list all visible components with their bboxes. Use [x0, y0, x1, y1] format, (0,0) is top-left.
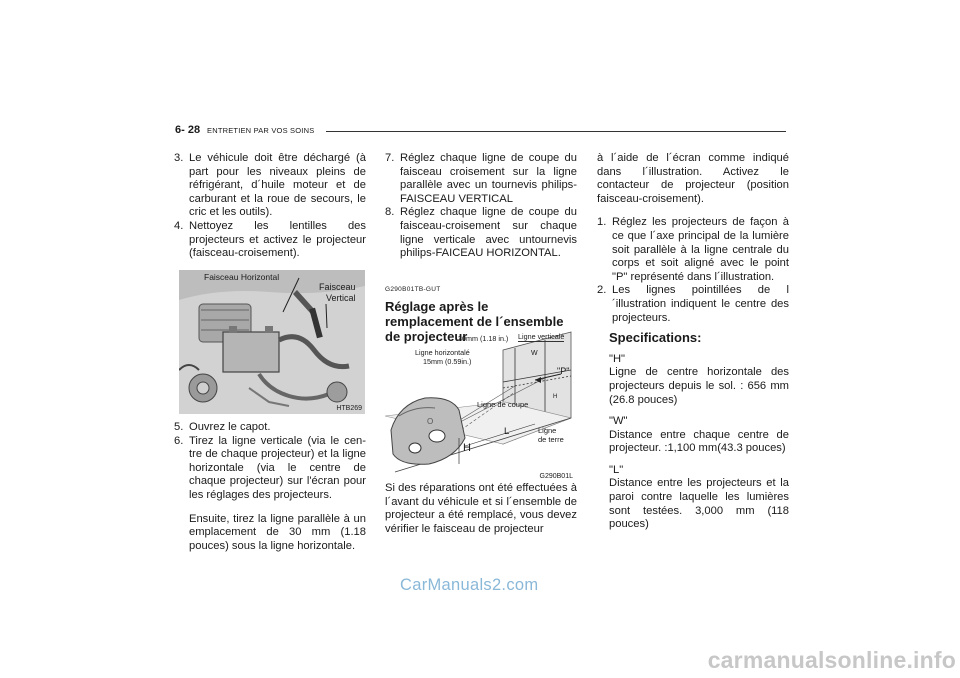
steps-list-a: [174, 152, 366, 261]
column-3: [597, 152, 789, 540]
label-ligne-de-coupe: Ligne de coupe: [477, 400, 529, 409]
spec-w: "W" Distance entre chaque centre de projecteur. :1,100 mm(43.3 pouces): [609, 415, 789, 455]
label-15mm: 15mm (0.59in.): [423, 357, 472, 366]
section-title: ENTRETIEN PAR VOS SOINS: [207, 126, 315, 135]
label-l: L: [504, 426, 510, 437]
steps-list-d: [597, 216, 789, 325]
specifications-list: [597, 353, 789, 532]
svg-text:O: O: [427, 417, 434, 426]
step-1: 1. Réglez les projecteurs de façon à ce que l´axe principal de la lumière soit parallèle à la ligne centrale du corps et soit aligné avec le point "P" représenté dans l´illustration.: [597, 216, 789, 283]
column-1-lower: [174, 421, 366, 553]
label-point-p: "P": [557, 366, 570, 376]
engine-bay-figure: [179, 270, 365, 414]
step-7: 7. Réglez chaque ligne de coupe du faisceau croisement sur la ligne parallèle avec un tournevis philips- FAISCEAU VERTICAL: [385, 152, 577, 205]
spec-h: "H" Ligne de centre horizontale des projecteurs depuis le sol. : 656 mm (26.8 pouces): [609, 352, 789, 406]
step-5: 5. Ouvrez le capot.: [174, 421, 271, 433]
page-number: 6- 28: [175, 124, 201, 136]
spec-l: "L" Distance entre les projecteurs et la paroi contre laquelle les lumières sont testées. 3,000 mm (118 pouces): [609, 463, 789, 531]
column-2-lower: [385, 482, 577, 536]
steps-list-c: [385, 152, 577, 261]
label-ligne-de-terre: Ligne de terre: [538, 426, 564, 444]
label-faisceau-horizontal: Faisceau Horizontal: [204, 272, 280, 282]
paragraph-intro: à l´aide de l´écran comme indiqué dans l´illustration. Activez le contacteur de projecteur (position faisceau-croisement).: [597, 152, 789, 205]
label-h: H: [463, 442, 471, 454]
label-w: W: [531, 350, 538, 357]
header-rule: [326, 131, 786, 132]
label-faisceau-vertical: Faisceau Vertical: [319, 282, 356, 303]
label-ligne-horizontale: Ligne horizontalé: [415, 348, 470, 357]
figure-code-htb269: HTB269: [336, 405, 362, 412]
section-code: G290B01TB-GUT: [385, 285, 441, 293]
step-4: 4. Nettoyez les lentilles des projecteurs et activez le projecteur (faisceau-croisement).: [174, 219, 366, 260]
column-1: [174, 152, 366, 261]
step-3: 3. Le véhicule doit être déchargé (à part pour les niveaux pleins de réfrigérant, d´huile moteur et de carburant et la roue de secours, le cric et les outils).: [174, 152, 366, 219]
label-ligne-verticale: Ligne verticalé: [518, 332, 565, 341]
specifications-heading: Specifications:: [609, 330, 702, 346]
steps-list-b: [174, 421, 366, 503]
footer-site-name: carmanualsonline.info: [707, 647, 956, 673]
column-2: [385, 152, 577, 344]
step-6: 6. Tirez la ligne verticale (via le cen- tre de chaque projecteur) et la ligne horizontale (via le centre de chaque projecteur) sur l'écran pour les réglages des projecteurs.: [174, 434, 366, 501]
label-h-small: H: [553, 394, 558, 400]
figure-code-g290b01l: G290B01L: [539, 473, 573, 480]
headlamp-aim-figure: [385, 326, 577, 480]
label-30mm: 30mm (1.18 in.): [458, 334, 509, 343]
paragraph-repairs: Si des réparations ont été effectuées à l´avant du véhicule et si l´ensemble de projecteur a été remplacé, vous devez vérifier le faisceau de projecteur: [385, 482, 577, 535]
step-8: 8. Réglez chaque ligne de coupe du faisceau-croisement sur chaque ligne verticale avec untournevis philips-FAICEAU HORIZONTAL.: [385, 206, 577, 260]
section-heading: Réglage après le remplacement de l´ensemble de projecteur: [385, 299, 564, 345]
paragraph-parallel-line: Ensuite, tirez la ligne parallèle à un emplacement de 30 mm (1.18 pouces) sous la ligne horizontale.: [189, 512, 366, 552]
watermark-carmanuals2: CarManuals2.com: [400, 576, 539, 594]
step-2: 2. Les lignes pointillées de l´illustration indiquent le centre des projecteurs.: [597, 284, 789, 324]
